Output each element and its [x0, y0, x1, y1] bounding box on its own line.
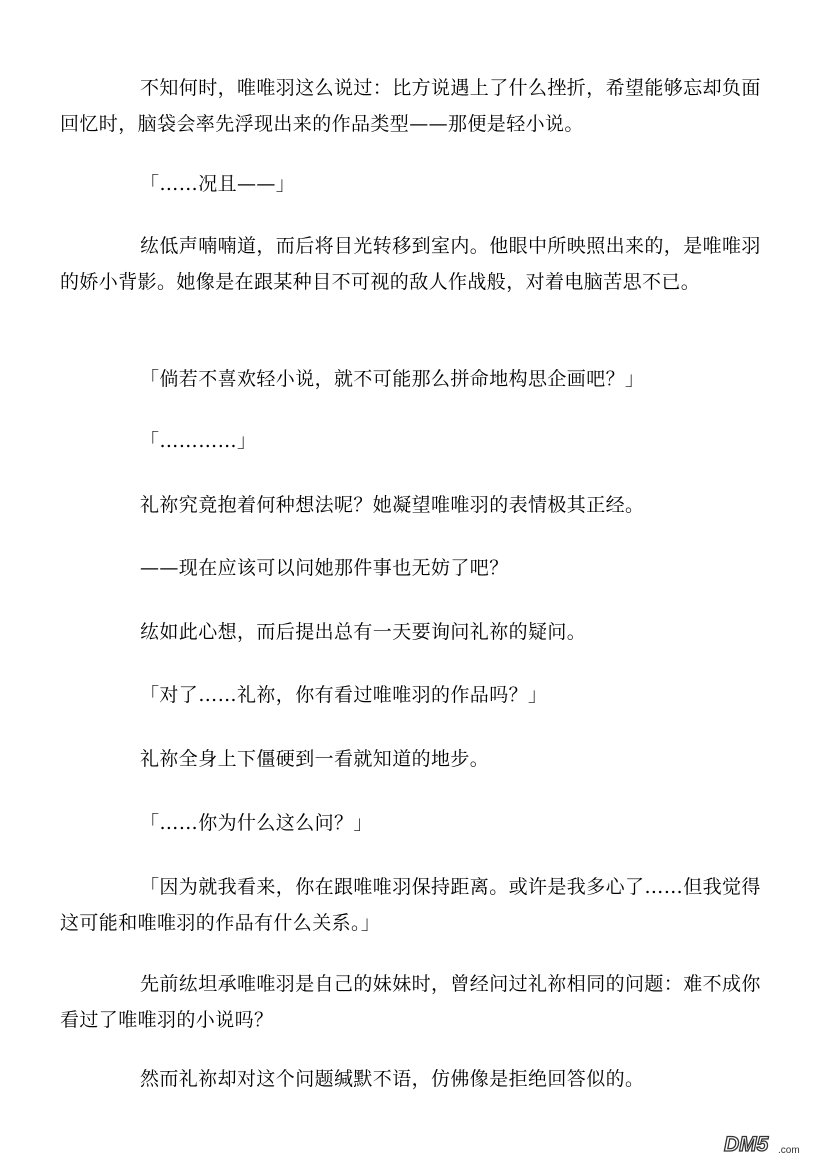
- paragraph-8: 纮如此心想，而后提出总有一天要询问礼祢的疑问。: [140, 621, 587, 643]
- paragraph-9: 「对了……礼祢，你有看过唯唯羽的作品吗？」: [140, 684, 548, 706]
- paragraph-3: 纮低声喃喃道，而后将目光转移到室内。他眼中所映照出来的，是唯唯羽的娇小背影。她像是在跟某种目不可视的敌人作战般，对着电脑苦思不已。: [60, 235, 761, 293]
- paragraph-13: 先前纮坦承唯唯羽是自己的妹妹时，曾经问过礼祢相同的问题：难不成你看过了唯唯羽的小说吗？: [60, 973, 761, 1031]
- paragraph-6: 礼祢究竟抱着何种想法呢？她凝望唯唯羽的表情极其正经。: [140, 494, 645, 516]
- dm5-watermark-logo: [722, 1129, 814, 1159]
- paragraph-11: 「……你为什么这么问？」: [140, 812, 373, 834]
- paragraph-1: 不知何时，唯唯羽这么说过：比方说遇上了什么挫折，希望能够忘却负面回忆时，脑袋会率先浮现出来的作品类型——那便是轻小说。: [60, 77, 761, 135]
- paragraph-4: 「倘若不喜欢轻小说，就不可能那么拼命地构思企画吧？」: [140, 368, 645, 390]
- paragraph-14: 然而礼祢却对这个问题缄默不语，仿佛像是拒绝回答似的。: [140, 1068, 645, 1090]
- paragraph-12: 「因为就我看来，你在跟唯唯羽保持距离。或许是我多心了……但我觉得这可能和唯唯羽的作品有什么关系。」: [60, 876, 761, 934]
- paragraph-5: 「…………」: [140, 430, 257, 452]
- paragraph-7: ——现在应该可以问她那件事也无妨了吧？: [140, 557, 509, 579]
- watermark-suffix: .com: [778, 1145, 800, 1156]
- paragraph-10: 礼祢全身上下僵硬到一看就知道的地步。: [140, 748, 490, 770]
- paragraph-2: 「……况且——」: [140, 173, 296, 195]
- watermark-text: DM5: [724, 1133, 769, 1156]
